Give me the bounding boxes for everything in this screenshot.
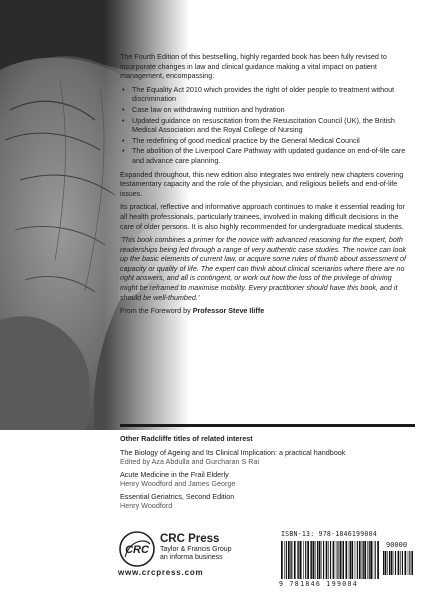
- barcode-bar: [364, 541, 366, 579]
- barcode-bar: [367, 541, 368, 579]
- price-barcode: [383, 551, 413, 575]
- barcode-bar: [385, 551, 387, 575]
- barcode-bar: [389, 551, 390, 575]
- publisher-group: Taylor & Francis Group: [160, 546, 232, 553]
- blurb-bullet-list: [120, 85, 410, 166]
- barcode-bar: [319, 541, 321, 579]
- foreword-author: Professor Steve Iliffe: [192, 306, 265, 316]
- barcode-bar: [408, 551, 409, 575]
- barcode-bar: [363, 541, 364, 579]
- barcode-bar: [333, 541, 335, 579]
- barcode-bar: [326, 541, 328, 579]
- related-book-authors: Edited by Aza Abdulla and Gurcharan S Rai: [120, 457, 260, 466]
- blurb-bullet: • Updated guidance on resuscitation from the Resuscitation Council (UK), the British Medical Association and the Royal College of Nursing: [120, 116, 410, 135]
- barcode-bar: [370, 541, 372, 579]
- blurb-bullet: • The redefining of good medical practice by the General Medical Council: [120, 136, 410, 146]
- barcode-digits: 9 781846 199004: [279, 580, 359, 588]
- related-titles-heading: Other Radcliffe titles of related interest: [120, 434, 253, 443]
- related-book: [120, 448, 410, 466]
- barcode-bar: [300, 541, 302, 579]
- related-titles: [120, 434, 410, 514]
- barcode-bar: [286, 541, 287, 579]
- barcode-bar: [297, 541, 298, 579]
- barcode-bar: [294, 541, 296, 579]
- barcode-bar: [373, 541, 374, 579]
- barcode-bar: [349, 541, 350, 579]
- barcode-bar: [313, 541, 315, 579]
- barcode-bar: [351, 541, 353, 579]
- barcode-bar: [310, 541, 311, 579]
- related-book-authors: Henry Woodford and James George: [120, 479, 236, 488]
- foreword-prefix: From the Foreword by: [120, 306, 193, 316]
- barcode-bar: [350, 541, 351, 579]
- barcode-bar: [328, 541, 329, 579]
- barcode-bar: [391, 551, 393, 575]
- barcode-bar: [288, 541, 290, 579]
- barcode-bar: [323, 541, 324, 579]
- barcode-bar: [405, 551, 407, 575]
- related-book-title: Essential Geriatrics, Second Edition: [120, 492, 235, 501]
- barcode-bar: [290, 541, 291, 579]
- barcode-bar: [305, 541, 306, 579]
- barcode-bar: [317, 541, 318, 579]
- related-book-authors: Henry Woodford: [120, 501, 173, 510]
- barcode-bar: [346, 541, 348, 579]
- barcode-bar: [284, 541, 285, 579]
- related-book: [120, 492, 410, 510]
- blurb-bullet: • The Equality Act 2010 which provides the right of older people to treatment without discrimination: [120, 85, 410, 104]
- barcode-bar: [340, 541, 342, 579]
- blurb-intro: The Fourth Edition of this bestselling, highly regarded book has been fully revised to incorporate changes in law and clinical guidance making a vital impact on patient management, encompassing:: [120, 52, 387, 81]
- barcode-bar: [395, 551, 396, 575]
- barcode-bar: [315, 541, 316, 579]
- barcode-bar: [387, 551, 388, 575]
- barcode-bar: [355, 541, 356, 579]
- foreword-attribution: [120, 306, 410, 316]
- barcode-bar: [336, 541, 337, 579]
- barcode-bar: [342, 541, 343, 579]
- publisher-name: CRC Press: [160, 533, 220, 545]
- barcode-bar: [409, 551, 410, 575]
- crc-logo-icon: [118, 530, 156, 568]
- barcode-bar: [383, 551, 384, 575]
- barcode-bar: [402, 551, 403, 575]
- barcode-bar: [393, 551, 394, 575]
- barcode-bar: [303, 541, 304, 579]
- blurb-paragraph-audience: Its practical, reflective and informative approach continues to make it essential reading for all health professionals, particularly trainees, involved in making difficult decisions in the care of older persons. It is also highly recommended for undergraduate medical students.: [120, 202, 405, 231]
- publisher-name-block: [160, 533, 232, 562]
- barcode-bar: [330, 541, 331, 579]
- blurb-bullet: • Case law on withdrawing nutrition and hydration: [120, 105, 410, 115]
- publisher-url: www.crcpress.com: [118, 568, 204, 577]
- barcode-bar: [291, 541, 292, 579]
- barcode-bar: [375, 541, 376, 579]
- barcode-bar: [337, 541, 338, 579]
- related-book-title: The Biology of Ageing and Its Clinical Implication: a practical handbook: [120, 448, 346, 457]
- price-code-label: 90000: [386, 541, 408, 549]
- barcode-bar: [357, 541, 358, 579]
- foreword-quote: ‘This book combines a primer for the novice with advanced reasoning for the expert, both readerships being led through a range of very authentic case studies. The novice can look up the basic elements of current law, or acquire some rules of thumb about assessment of capacity or quality of life. The expert can think about clinical scenarios where there are no right answers, and all is contingent, or work out how the loss of the privilege of driving might be reframed to maximise mobility. Every practitioner should have this book, and it should be well-thumbed.’: [120, 235, 407, 302]
- related-book-title: Acute Medicine in the Frail Elderly: [120, 470, 229, 479]
- barcode-bar: [321, 541, 322, 579]
- related-book: [120, 470, 410, 488]
- isbn-barcode: [281, 541, 379, 579]
- blurb-bullet: • The abolition of the Liverpool Care Pathway with updated guidance on end-of-life care and advance care planning.: [120, 146, 410, 165]
- barcode-bar: [411, 551, 413, 575]
- logo-letters: CRC: [125, 544, 149, 556]
- publisher-business: an informa business: [160, 554, 223, 561]
- barcode-bar: [362, 541, 363, 579]
- barcode-bar: [307, 541, 309, 579]
- barcode-bar: [377, 541, 379, 579]
- section-divider: [120, 424, 415, 427]
- barcode-bar: [400, 551, 401, 575]
- barcode-bar: [311, 541, 312, 579]
- blurb-paragraph-new-chapters: Expanded throughout, this new edition also integrates two entirely new chapters covering testamentary capacity and the role of the physician, and religious beliefs and end-of-life issues.: [120, 169, 404, 198]
- barcode-bar: [298, 541, 299, 579]
- isbn-label: ISBN-13: 978-1846199004: [281, 530, 377, 538]
- barcode-bar: [369, 541, 370, 579]
- barcode-bar: [398, 551, 400, 575]
- barcode-bar: [281, 541, 283, 579]
- barcode-bar: [343, 541, 344, 579]
- barcode-bar: [359, 541, 361, 579]
- back-cover-blurb: [120, 52, 410, 320]
